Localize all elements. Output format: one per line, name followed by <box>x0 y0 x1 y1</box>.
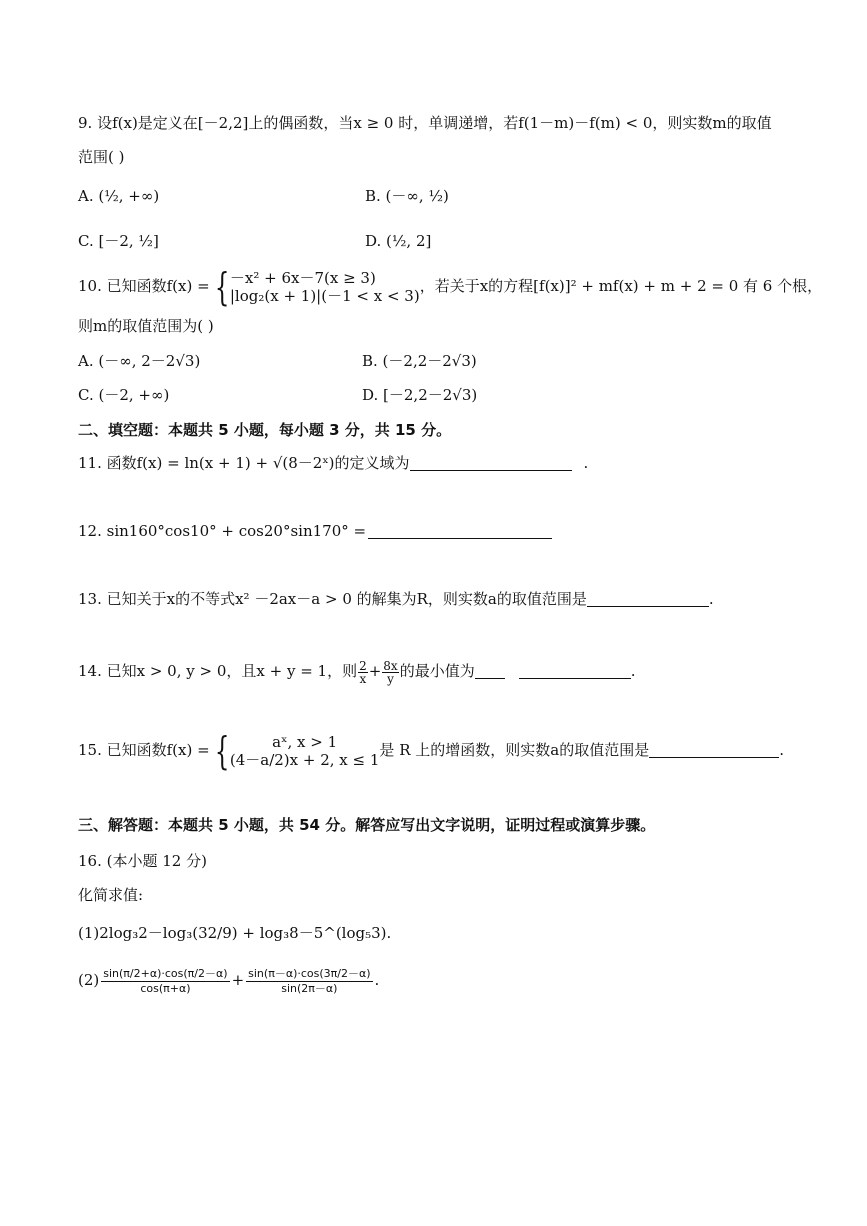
q9-stem-line1: 9. 设f(x)是定义在[－2,2]上的偶函数，当x ≥ 0 时，单调递增，若f(1－m)－f(m) < 0，则实数m的取值 <box>78 114 772 132</box>
q15-case1: aˣ, x > 1 <box>272 733 338 751</box>
q16-part2-frac2-num: sin(π－α)·cos(3π/2－α) <box>248 966 371 980</box>
q16-part2-end: . <box>374 971 380 989</box>
q9-option-a: A. (½, +∞) <box>78 187 160 205</box>
q15-suffix: 是 R 上的增函数，则实数a的取值范围是 <box>379 741 650 759</box>
q14-text1: 14. 已知x > 0, y > 0，且x + y = 1，则 <box>78 662 358 680</box>
q10-option-c: C. (－2, +∞) <box>78 386 170 404</box>
q15-answer-blank <box>649 741 779 758</box>
q14-plus: + <box>368 662 382 680</box>
q16-instruction: 化简求值: <box>78 886 144 904</box>
q10-option-d: D. [－2,2－2√3) <box>362 386 478 404</box>
q9-option-b: B. (－∞, ½) <box>365 187 449 205</box>
q12-text: 12. sin160°cos10° + cos20°sin170° = <box>78 522 367 540</box>
q14-frac2 <box>382 660 398 685</box>
section-3-heading: 三、解答题：本题共 5 小题，共 54 分。解答应写出文字说明，证明过程或演算步骤。 <box>78 816 656 834</box>
q14-text2: 的最小值为 <box>399 662 475 680</box>
q11-text: 11. 函数f(x) = ln(x + 1) + √(8－2ˣ)的定义域为 <box>78 454 410 472</box>
q10-case2: |log₂(x + 1)|(－1 < x < 3) <box>229 287 420 305</box>
q14-answer-blank-b <box>519 662 631 679</box>
q14-frac2-num: 8x <box>383 658 398 673</box>
q14-answer-blank-a <box>475 662 505 679</box>
q10-cases <box>230 269 420 305</box>
q12-answer-blank <box>368 522 552 539</box>
q9-stem-line2: 范围( ) <box>78 148 125 166</box>
q15-case2: (4－a/2)x + 2, x ≤ 1 <box>229 751 380 769</box>
q10-option-a: A. (－∞, 2－2√3) <box>78 352 201 370</box>
q15-prefix: 15. 已知函数f(x) = <box>78 741 210 759</box>
q16-part2-frac2-den: sin(2π－α) <box>281 981 338 995</box>
q16-part2-frac2 <box>246 967 372 996</box>
q13-text: 13. 已知关于x的不等式x² －2ax－a > 0 的解集为R，则实数a的取值范围是 <box>78 590 587 608</box>
q13-answer-blank <box>587 590 709 607</box>
q16-title: 16. (本小题 12 分) <box>78 852 207 870</box>
q15-end: . <box>779 741 784 759</box>
q11-end: . <box>583 454 589 472</box>
q10-stem-line1 <box>78 265 823 309</box>
q10-brace: { <box>214 265 230 309</box>
q16-part1: (1)2log₃2－log₃(32/9) + log₃8－5^(log₅3). <box>78 924 392 942</box>
q10-prefix: 10. 已知函数f(x) = <box>78 277 210 295</box>
q14-frac1-den: x <box>359 671 367 686</box>
q10-suffix: ，若关于x的方程[f(x)]² + mf(x) + m + 2 = 0 有 6 个根， <box>419 277 823 295</box>
q15-cases <box>230 733 380 769</box>
q14 <box>78 655 636 687</box>
q15 <box>78 728 784 772</box>
q11-answer-blank <box>410 454 572 471</box>
q16-part2-frac1 <box>101 967 229 996</box>
q14-end: . <box>630 662 636 680</box>
q11 <box>78 452 588 474</box>
q15-brace: { <box>214 729 230 773</box>
q14-frac1-num: 2 <box>359 658 367 673</box>
q16-part2 <box>78 960 379 1000</box>
q14-frac2-den: y <box>387 671 394 686</box>
q10-option-b: B. (－2,2－2√3) <box>362 352 477 370</box>
q16-part2-label: (2) <box>78 971 100 989</box>
q13-end: . <box>708 590 714 608</box>
q16-part2-plus: + <box>231 971 245 989</box>
section-2-heading: 二、填空题：本题共 5 小题，每小题 3 分，共 15 分。 <box>78 421 452 439</box>
q10-stem-line2: 则m的取值范围为( ) <box>78 317 214 335</box>
q16-part2-frac1-num: sin(π/2+α)·cos(π/2－α) <box>103 966 228 980</box>
q13 <box>78 588 714 610</box>
q10-case1: －x² + 6x－7(x ≥ 3) <box>229 269 376 287</box>
q14-frac1 <box>358 660 368 685</box>
q16-part2-frac1-den: cos(π+α) <box>140 981 191 995</box>
q12 <box>78 520 552 542</box>
q9-option-d: D. (½, 2] <box>365 232 432 250</box>
q9-option-c: C. [－2, ½] <box>78 232 159 250</box>
